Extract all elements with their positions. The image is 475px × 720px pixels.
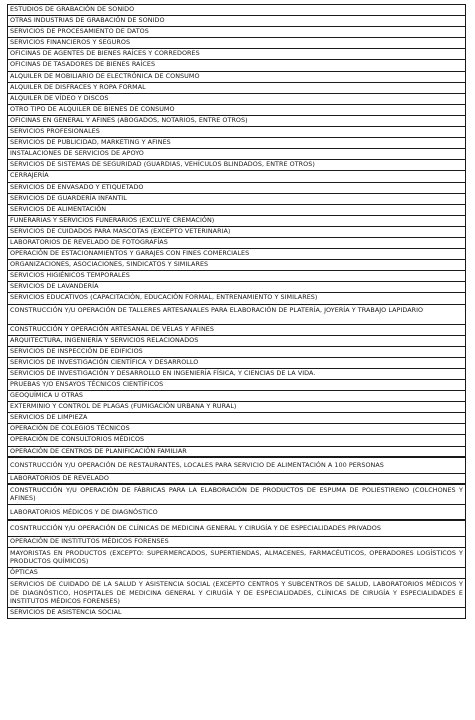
table-row: OFICINAS EN GENERAL Y AFINES (ABOGADOS, NOTARIOS, ENTRE OTROS) <box>8 116 465 127</box>
table-row: GEOQUÍMICA U OTRAS <box>8 391 465 402</box>
table-row: LABORATORIOS DE REVELADO DE FOTOGRAFÍAS <box>8 238 465 249</box>
table-row: SERVICIOS DE INVESTIGACIÓN Y DESARROLLO EN INGENIERÍA FÍSICA, Y CIENCIAS DE LA VIDA. <box>8 369 465 380</box>
table-row: SERVICIOS DE LIMPIEZA <box>8 413 465 424</box>
table-row: SERVICIOS DE ASISTENCIA SOCIAL <box>8 608 465 619</box>
table-row: FUNERARIAS Y SERVICIOS FUNERARIOS (EXCLUYE CREMACIÓN) <box>8 216 465 227</box>
table-row: EXTERMINIO Y CONTROL DE PLAGAS (FUMIGACIÓN URBANA Y RURAL) <box>8 402 465 413</box>
table-row: OPERACIÓN DE CENTROS DE PLANIFICACIÓN FAMILIAR <box>8 447 465 458</box>
table-row: ALQUILER DE DISFRACES Y ROPA FORMAL <box>8 83 465 94</box>
table-row: ÓPTICAS <box>8 568 465 579</box>
table-row: SERVICIOS DE PUBLICIDAD, MARKETING Y AFINES <box>8 138 465 149</box>
table-row: PRUEBAS Y/O ENSAYOS TÉCNICOS CIENTÍFICOS <box>8 380 465 391</box>
table-row: OTRAS INDUSTRIAS DE GRABACIÓN DE SONIDO <box>8 16 465 27</box>
table-row: CONSTRUCCIÓN Y/U OPERACIÓN DE FÁBRICAS PARA LA ELABORACIÓN DE PRODUCTOS DE ESPUMA DE POLIESTIRENO (COLCHONES Y AFINES) <box>8 485 465 505</box>
table-row: CONSTRUCCIÓN Y OPERACIÓN ARTESANAL DE VELAS Y AFINES <box>8 325 465 336</box>
table-row: SERVICIOS DE LAVANDERÍA <box>8 282 465 293</box>
table-row: SERVICIOS DE SISTEMAS DE SEGURIDAD (GUARDIAS, VEHÍCULOS BLINDADOS, ENTRE OTROS) <box>8 160 465 171</box>
table-row: ALQUILER DE MOBILIARIO DE ELECTRÓNICA DE CONSUMO <box>8 72 465 83</box>
table-row: ORGANIZACIONES, ASOCIACIONES, SINDICATOS Y SIMILARES <box>8 260 465 271</box>
table-row: OFICINAS DE AGENTES DE BIENES RAÍCES Y CORREDORES <box>8 49 465 60</box>
table-row: SERVICIOS PROFESIONALES <box>8 127 465 138</box>
table-row: ESTUDIOS DE GRABACIÓN DE SONIDO <box>8 5 465 16</box>
table-row: ALQUILER DE VÍDEO Y DISCOS <box>8 94 465 105</box>
table-row: SERVICIOS DE ALIMENTACIÓN <box>8 205 465 216</box>
table-row: CERRAJERÍA <box>8 171 465 182</box>
table-row: ARQUITECTURA, INGENIERÍA Y SERVICIOS RELACIONADOS <box>8 336 465 347</box>
table-row: OPERACIÓN DE ESTACIONAMIENTOS Y GARAJES CON FINES COMERCIALES <box>8 249 465 260</box>
table-row: SERVICIOS DE ENVASADO Y ETIQUETADO <box>8 183 465 194</box>
table-row: OPERACIÓN DE CONSULTORIOS MÉDICOS <box>8 435 465 446</box>
table-row: SERVICIOS EDUCATIVOS (CAPACITACIÓN, EDUCACIÓN FORMAL, ENTRENAMIENTO Y SIMILARES) <box>8 293 465 304</box>
table-row: LABORATORIOS DE REVELADO <box>8 474 465 485</box>
table-row: INSTALACIONES DE SERVICIOS DE APOYO <box>8 149 465 160</box>
table-row: SERVICIOS DE CUIDADO DE LA SALUD Y ASISTENCIA SOCIAL (EXCEPTO CENTROS Y SUBCENTROS DE SALUD, LABORATORIOS MÉDICOS Y DE DIAGNÓSTICO, HOSPITALES DE MEDICINA GENERAL Y CIRUGÍA Y DE ESPECIALIDADES, CLÍNICAS DE CIRUGÍA Y ESPECIALIDADES E INSTITUTOS MÉDICOS FORENSES) <box>8 579 465 608</box>
table-row: SERVICIOS DE INVESTIGACIÓN CIENTÍFICA Y DESARROLLO <box>8 358 465 369</box>
table-row: SERVICIOS FINANCIEROS Y SEGUROS <box>8 38 465 49</box>
table-row: CONSTRUCCIÓN Y/U OPERACIÓN DE TALLERES ARTESANALES PARA ELABORACIÓN DE PLATERÍA, JOYERÍA Y TRABAJO LAPIDARIO <box>8 305 465 325</box>
table-row: LABORATORIOS MÉDICOS Y DE DIAGNÓSTICO <box>8 505 465 521</box>
table-row: OTRO TIPO DE ALQUILER DE BIENES DE CONSUMO <box>8 105 465 116</box>
table-row: COSNTRUCCIÓN Y/U OPERACIÓN DE CLÍNICAS DE MEDICINA GENERAL Y CIRUGÍA Y DE ESPECIALIDADES PRIVADOS <box>8 521 465 537</box>
table-row: SERVICIOS DE INSPECCIÓN DE EDIFICIOS <box>8 347 465 358</box>
table-row: OFICINAS DE TASADORES DE BIENES RAÍCES <box>8 60 465 71</box>
table-row: SERVICIOS DE PROCESAMIENTO DE DATOS <box>8 27 465 38</box>
activities-table <box>7 4 466 619</box>
table-row: SERVICIOS HIGIÉNICOS TEMPORALES <box>8 271 465 282</box>
table-row: SERVICIOS DE GUARDERÍA INFANTIL <box>8 194 465 205</box>
table-row: CONSTRUCCIÓN Y/U OPERACIÓN DE RESTAURANTES, LOCALES PARA SERVICIO DE ALIMENTACIÓN A 100 PERSONAS <box>8 458 465 474</box>
table-row: MAYORISTAS EN PRODUCTOS (EXCEPTO: SUPERMERCADOS, SUPERTIENDAS, ALMACENES, FARMACÉUTICOS, OPERADORES LOGÍSTICOS Y PRODUCTOS QUÍMICOS) <box>8 548 465 568</box>
table-row: OPERACIÓN DE COLEGIOS TÉCNICOS <box>8 424 465 435</box>
table-row: OPERACIÓN DE INSTITUTOS MÉDICOS FORENSES <box>8 537 465 548</box>
table-row: SERVICIOS DE CUIDADOS PARA MASCOTAS (EXCEPTO VETERINARIA) <box>8 227 465 238</box>
